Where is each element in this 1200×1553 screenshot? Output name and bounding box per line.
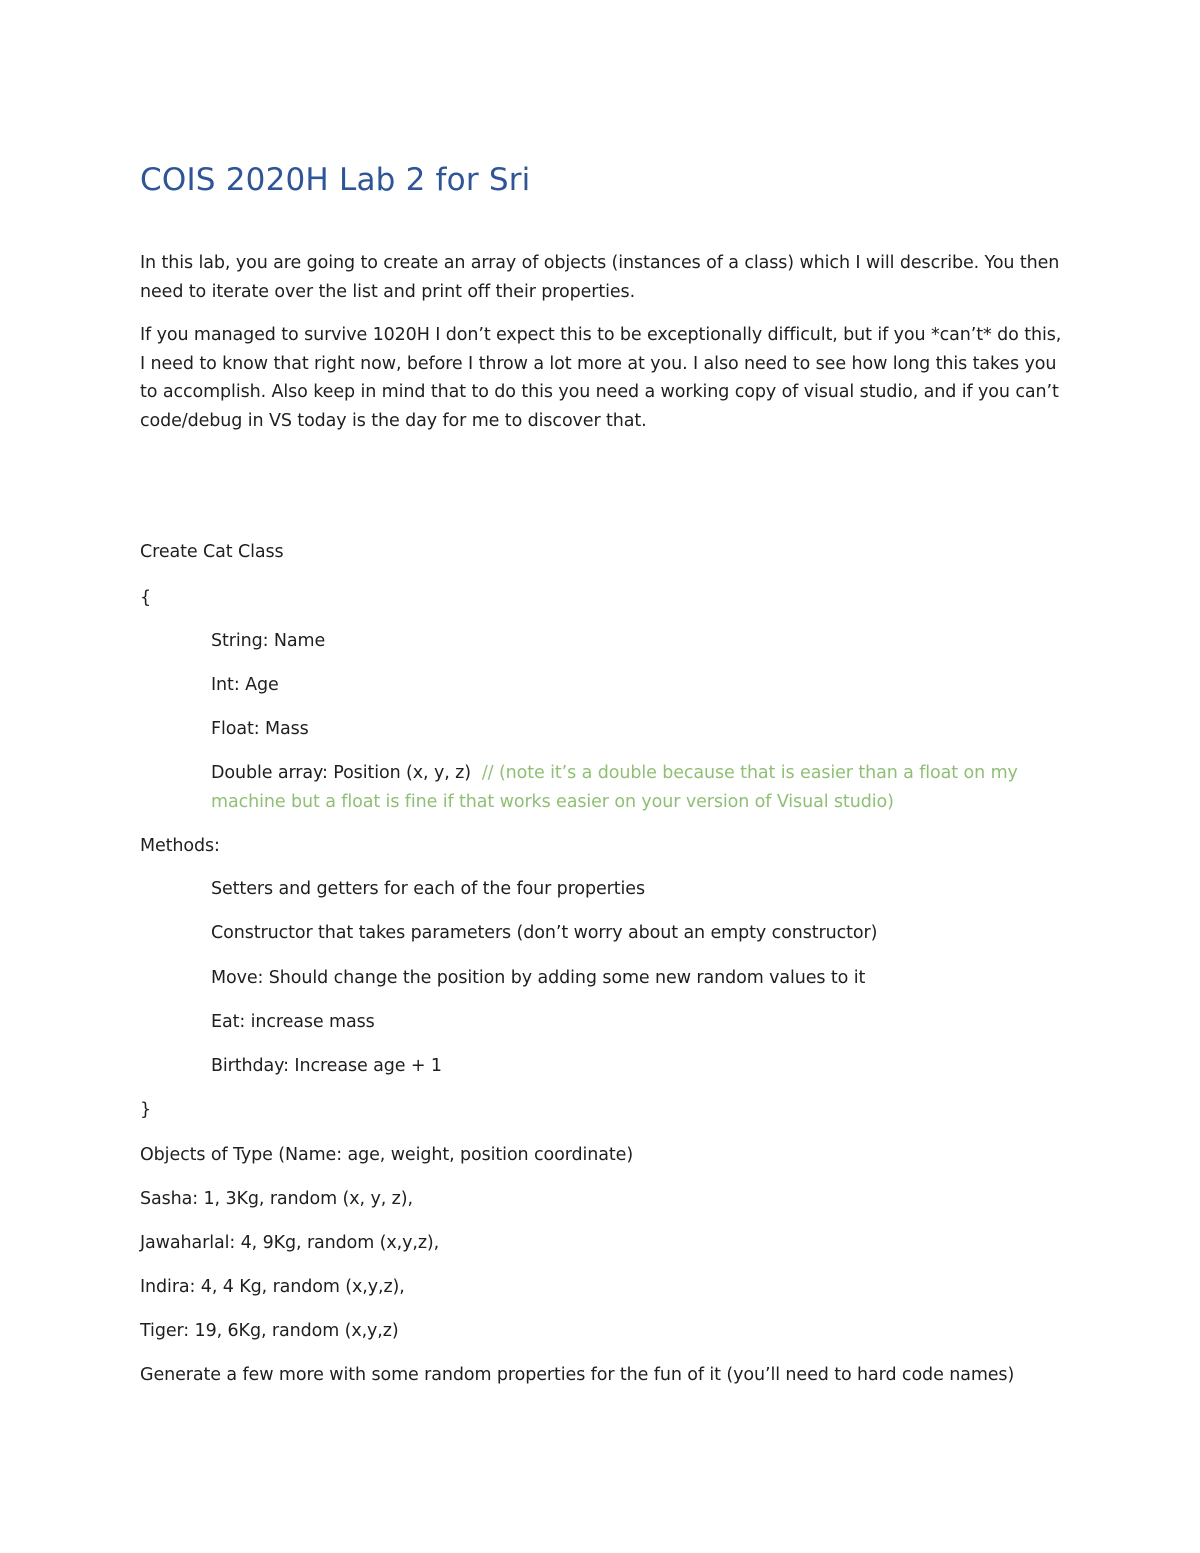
object-tiger: Tiger: 19, 6Kg, random (x,y,z) — [140, 1321, 399, 1341]
intro-paragraph-2: If you managed to survive 1020H I don’t expect this to be exceptionally difficult, but if you *can’t* do this, I need to know that right now, before I throw a lot more at you. I also need to see how long this takes you to accomplish. Also keep in mind that to do this you need a working copy of visual studio, and if you can’t code/debug in VS today is the day for me to discover that. — [140, 325, 1062, 432]
method-setters-getters: Setters and getters for each of the four properties — [211, 879, 645, 899]
objects-heading: Objects of Type (Name: age, weight, position coordinate) — [140, 1145, 634, 1165]
method-eat: Eat: increase mass — [211, 1012, 375, 1032]
close-brace: } — [140, 1100, 152, 1120]
object-jawaharlal: Jawaharlal: 4, 9Kg, random (x,y,z), — [140, 1233, 440, 1253]
class-heading: Create Cat Class — [140, 542, 284, 562]
object-sasha: Sasha: 1, 3Kg, random (x, y, z), — [140, 1189, 413, 1209]
method-move: Move: Should change the position by adding some new random values to it — [211, 968, 866, 988]
intro-paragraph-1: In this lab, you are going to create an array of objects (instances of a class) which I will describe. You then need to iterate over the list and print off their properties. — [140, 253, 1060, 302]
property-position — [211, 759, 1071, 816]
objects-footer: Generate a few more with some random properties for the fun of it (you’ll need to hard code names) — [140, 1365, 1015, 1385]
property-mass: Float: Mass — [211, 719, 309, 739]
document-title: COIS 2020H Lab 2 for Sri — [140, 162, 531, 198]
open-brace: { — [140, 588, 152, 608]
property-age: Int: Age — [211, 675, 279, 695]
method-birthday: Birthday: Increase age + 1 — [211, 1056, 442, 1076]
position-declaration: Double array: Position (x, y, z) — [211, 763, 471, 783]
property-name: String: Name — [211, 631, 326, 651]
methods-label: Methods: — [140, 836, 220, 856]
position-comment: // (note it’s a double because that is easier than a float on my machine but a float is fine if that works easier on your version of Visual studio) — [211, 763, 1018, 812]
object-indira: Indira: 4, 4 Kg, random (x,y,z), — [140, 1277, 405, 1297]
method-constructor: Constructor that takes parameters (don’t worry about an empty constructor) — [211, 923, 878, 943]
